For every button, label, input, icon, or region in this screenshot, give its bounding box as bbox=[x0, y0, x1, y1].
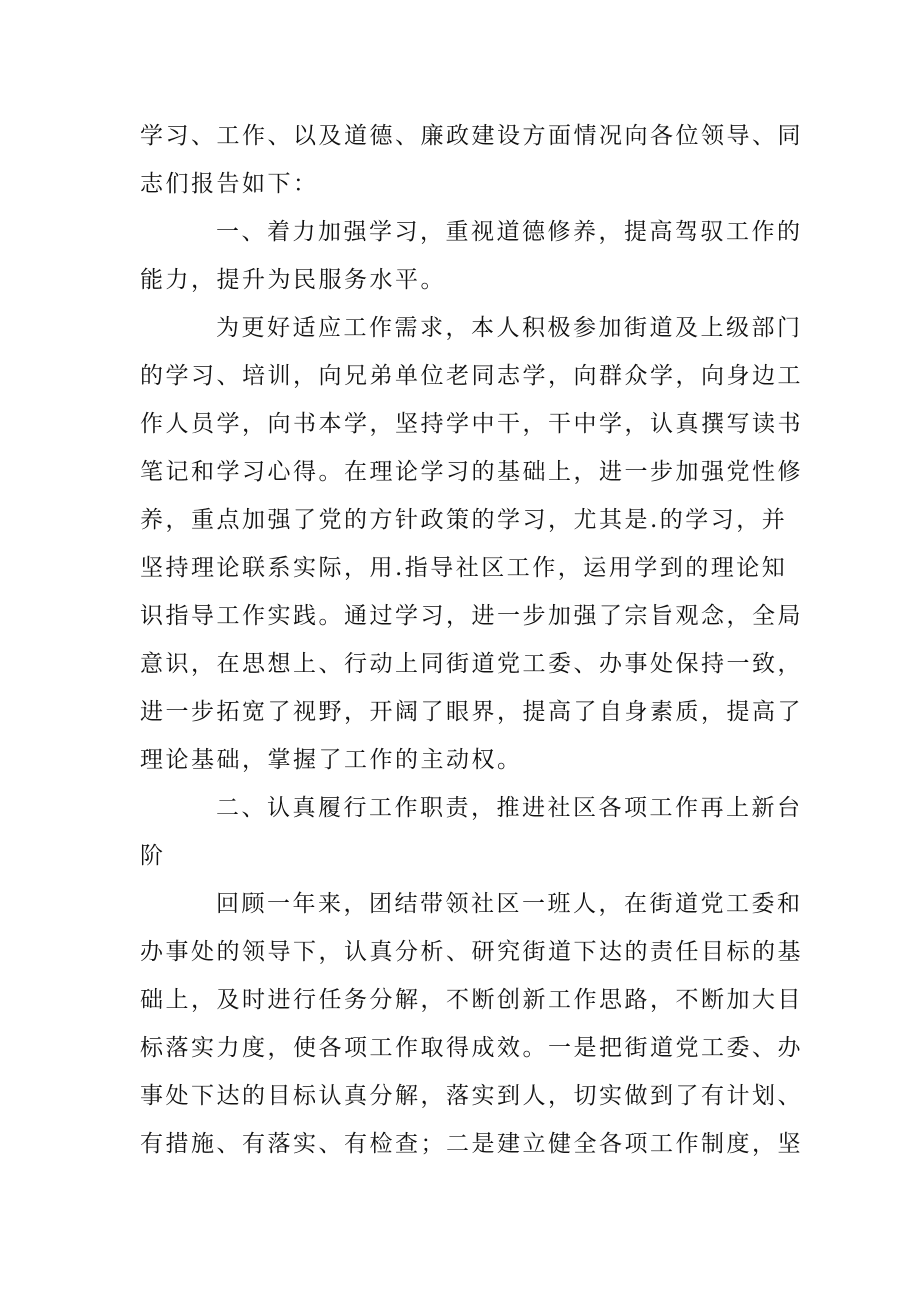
text-line: 标落实力度，使各项工作取得成效。一是把街道党工委、办 bbox=[140, 1035, 803, 1061]
section-heading-1 bbox=[140, 208, 803, 304]
text-line: 为更好适应工作需求，本人积极参加街道及上级部门 bbox=[216, 315, 803, 341]
text-line: 养，重点加强了党的方针政策的学习，尤其是.的学习，并 bbox=[140, 507, 788, 533]
text-line: 学习、工作、以及道德、廉政建设方面情况向各位领导、同 bbox=[140, 123, 803, 149]
text-line: 能力，提升为民服务水平。 bbox=[140, 267, 446, 293]
paragraph-body-1 bbox=[140, 304, 803, 784]
text-line: 办事处的领导下，认真分析、研究街道下达的责任目标的基 bbox=[140, 939, 803, 965]
text-line: 坚持理论联系实际，用.指导社区工作，运用学到的理论知 bbox=[140, 555, 788, 581]
text-line: 础上，及时进行任务分解，不断创新工作思路，不断加大目 bbox=[140, 987, 803, 1013]
document-body bbox=[140, 112, 803, 1168]
text-line: 有措施、有落实、有检查；二是建立健全各项工作制度，坚 bbox=[140, 1131, 803, 1157]
text-line: 识指导工作实践。通过学习，进一步加强了宗旨观念，全局 bbox=[140, 603, 803, 629]
section-heading-2 bbox=[140, 784, 803, 880]
text-line: 事处下达的目标认真分解，落实到人，切实做到了有计划、 bbox=[140, 1083, 803, 1109]
text-line: 的学习、培训，向兄弟单位老同志学，向群众学，向身边工 bbox=[140, 363, 803, 389]
text-line: 作人员学，向书本学，坚持学中干，干中学，认真撰写读书 bbox=[140, 411, 803, 437]
paragraph-body-2 bbox=[140, 880, 803, 1168]
text-line: 二、认真履行工作职责，推进社区各项工作再上新台 bbox=[216, 795, 803, 821]
text-line: 理论基础，掌握了工作的主动权。 bbox=[140, 747, 523, 773]
text-line: 意识，在思想上、行动上同街道党工委、办事处保持一致， bbox=[140, 651, 803, 677]
text-line: 阶 bbox=[140, 843, 166, 869]
text-line: 进一步拓宽了视野，开阔了眼界，提高了自身素质，提高了 bbox=[140, 699, 803, 725]
text-line: 志们报告如下： bbox=[140, 171, 319, 197]
text-line: 一、着力加强学习，重视道德修养，提高驾驭工作的 bbox=[216, 219, 803, 245]
text-line: 回顾一年来，团结带领社区一班人，在街道党工委和 bbox=[216, 891, 803, 917]
text-line: 笔记和学习心得。在理论学习的基础上，进一步加强党性修 bbox=[140, 459, 803, 485]
paragraph-intro bbox=[140, 112, 803, 208]
